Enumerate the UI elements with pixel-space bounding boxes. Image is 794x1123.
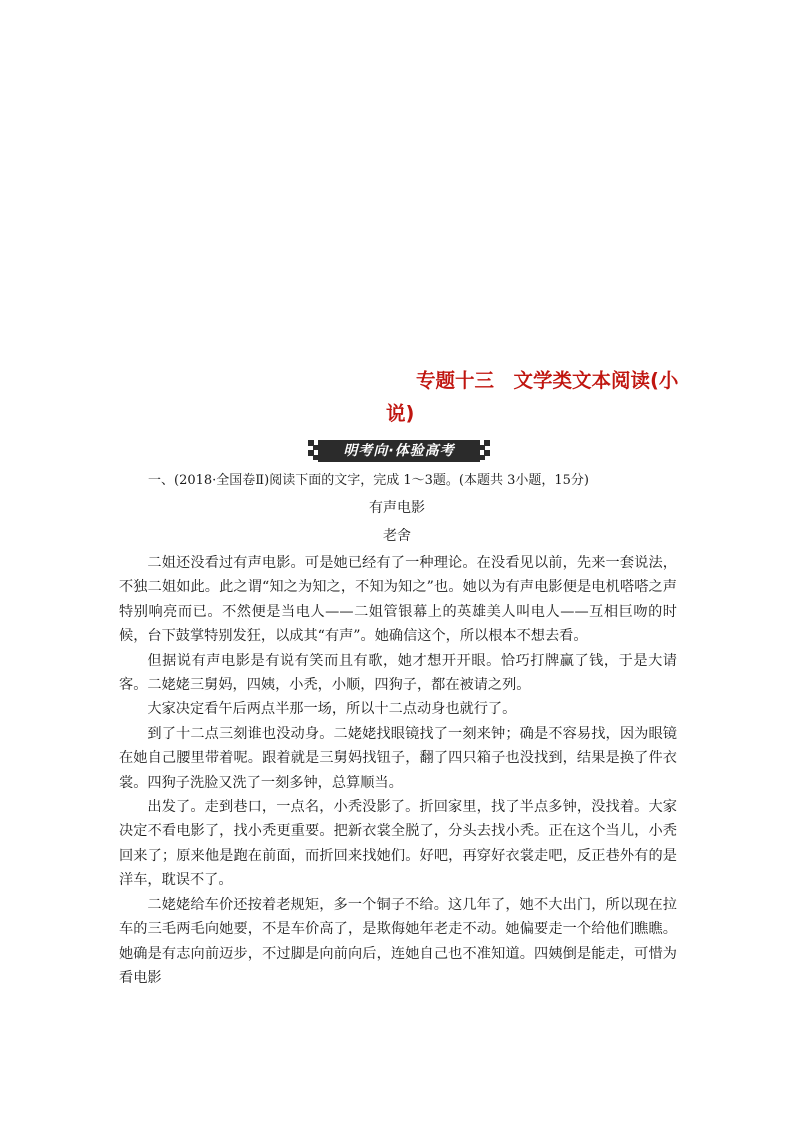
story-body <box>119 551 677 990</box>
paragraph: 出发了。走到巷口，一点名，小秃没影了。折回家里，找了半点多钟，没找着。大家决定不看电影了，找小秃更重要。把新衣裳全脱了，分头去找小秃。正在这个当儿，小秃回来了；原来他是跑在前面，而折回来找她们。好吧，再穿好衣裳走吧，反正巷外有的是洋车，耽误不了。 <box>119 799 677 889</box>
question-prompt: 一、(2018·全国卷Ⅱ)阅读下面的文字，完成 1～3题。(本题共 3小题，15分) <box>148 473 589 488</box>
paragraph: 但据说有声电影是有说有笑而且有歌，她才想开开眼。恰巧打牌赢了钱，于是大请客。二姥姥三舅妈，四姨，小秃，小顺，四狗子，都在被请之列。 <box>119 652 677 694</box>
paragraph: 二姥姥给车价还按着老规矩，多一个铜子不给。这几年了，她不大出门，所以现在拉车的三毛两毛向她要，不是车价高了，是欺侮她年老走不动。她偏要走一个给他们瞧瞧。她确是有志向前迈步，不过脚是向前向后，连她自己也不准知道。四姨倒是能走，可惜为看电影 <box>119 896 677 986</box>
banner-label: 明考向·体验高考 <box>343 443 455 459</box>
story-title: 有声电影 <box>369 500 425 516</box>
title-line-1: 专题十三 文学类文本阅读(小 <box>416 369 679 392</box>
section-banner <box>306 438 492 464</box>
story-author: 老舍 <box>383 528 411 544</box>
page-title <box>386 364 686 430</box>
paragraph: 二姐还没看过有声电影。可是她已经有了一种理论。在没看见以前，先来一套说法，不独二姐如此。此之谓“知之为知之，不知为知之”也。她以为有声电影便是电机嗒嗒之声特别响亮而已。不然便是当电人——二姐管银幕上的英雄美人叫电人——互相巨吻的时候，台下鼓掌特别发狂，以成其“有声”。她确信这个，所以根本不想去看。 <box>119 555 677 645</box>
paragraph: 大家决定看午后两点半那一场，所以十二点动身也就行了。 <box>147 701 517 718</box>
paragraph: 到了十二点三刻谁也没动身。二姥姥找眼镜找了一刻来钟；确是不容易找，因为眼镜在她自己腰里带着呢。跟着就是三舅妈找钮子，翻了四只箱子也没找到，结果是换了件衣裳。四狗子洗脸又洗了一刻多钟，总算顺当。 <box>119 725 677 791</box>
title-line-2: 说) <box>386 402 415 425</box>
